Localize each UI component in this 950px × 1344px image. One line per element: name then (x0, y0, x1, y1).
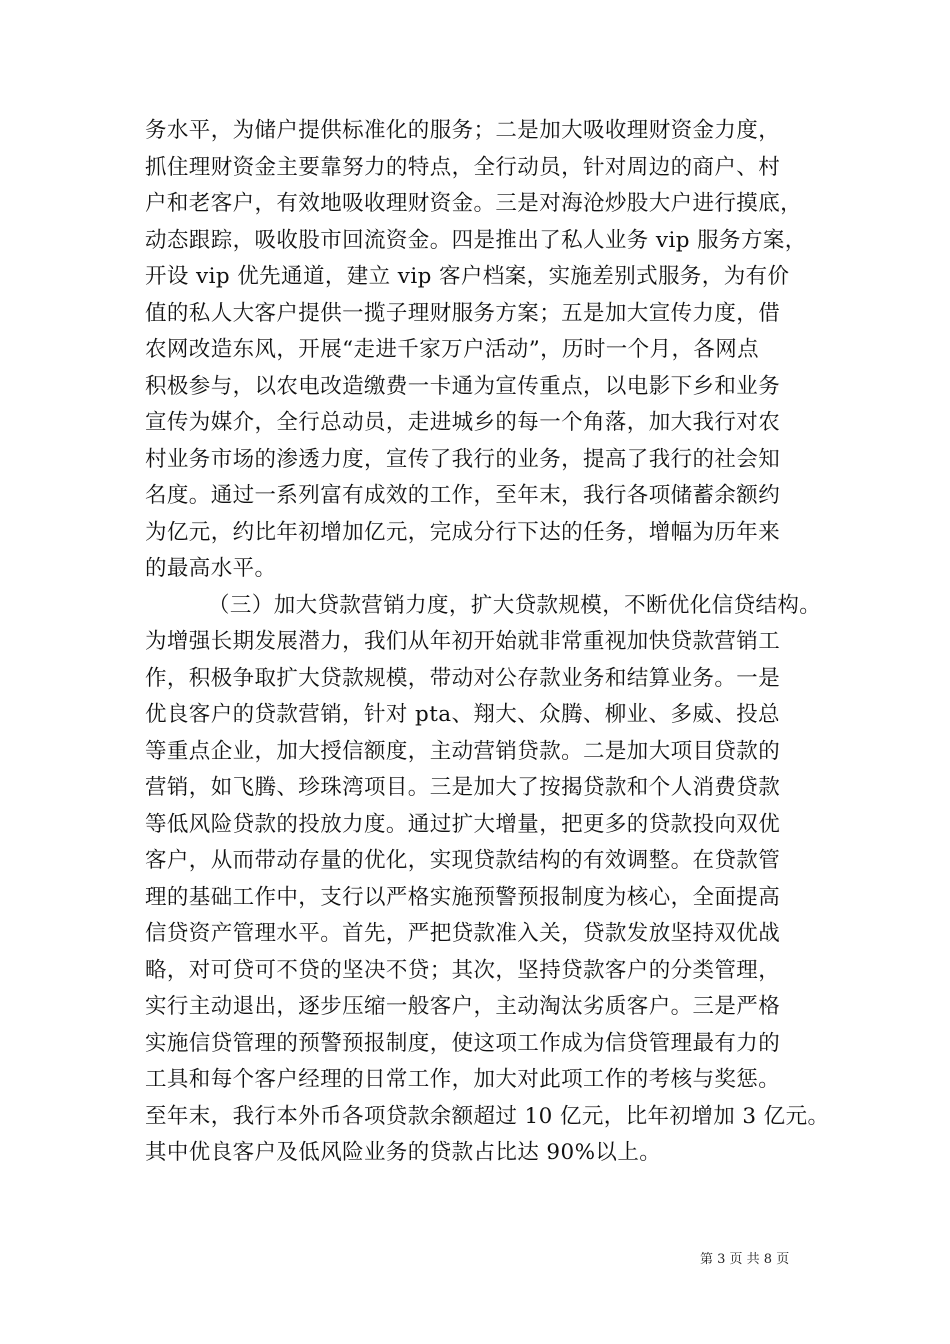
body-line: 工具和每个客户经理的日常工作，加大对此项工作的考核与奖惩。 (145, 1067, 781, 1092)
body-line: 客户，从而带动存量的优化，实现贷款结构的有效调整。在贷款管 (145, 848, 781, 873)
body-line: 理的基础工作中，支行以严格实施预警预报制度为核心，全面提高 (145, 884, 781, 910)
body-line: 等低风险贷款的投放力度。通过扩大增量，把更多的贷款投向双优 (145, 811, 781, 837)
body-line: 积极参与，以农电改造缴费一卡通为宣传重点，以电影下乡和业务 (145, 373, 781, 399)
body-line: 等重点企业，加大授信额度，主动营销贷款。二是加大项目贷款的 (145, 738, 781, 764)
body-line: 至年末，我行本外币各项贷款余额超过 10 亿元，比年初增加 3 亿元。 (145, 1103, 830, 1129)
body-line: 抓住理财资金主要靠努力的特点，全行动员，针对周边的商户、村 (145, 154, 781, 180)
body-line: 其中优良客户及低风险业务的贷款占比达 90%以上。 (145, 1140, 662, 1165)
body-line: 宣传为媒介，全行总动员，走进城乡的每一个角落，加大我行对农 (145, 410, 781, 435)
body-line: 营销，如飞腾、珍珠湾项目。三是加大了按揭贷款和个人消费贷款 (145, 775, 781, 800)
body-line: 信贷资产管理水平。首先，严把贷款准入关，贷款发放坚持双优战 (145, 921, 781, 946)
body-line: 略，对可贷可不贷的坚决不贷；其次，坚持贷款客户的分类管理， (145, 957, 781, 983)
body-line: 开设 vip 优先通道，建立 vip 客户档案，实施差别式服务，为有价 (145, 264, 790, 289)
body-line: 村业务市场的渗透力度，宣传了我行的业务，提高了我行的社会知 (145, 446, 781, 472)
body-line: 动态跟踪，吸收股市回流资金。四是推出了私人业务 vip 服务方案， (145, 227, 807, 253)
document-body (145, 113, 830, 1172)
body-line: 作，积极争取扩大贷款规模，带动对公存款业务和结算业务。一是 (145, 665, 781, 691)
body-line: 为增强长期发展潜力，我们从年初开始就非常重视加快贷款营销工 (145, 629, 781, 654)
body-line: 实行主动退出，逐步压缩一般客户，主动淘汰劣质客户。三是严格 (145, 994, 781, 1019)
body-line: 的最高水平。 (145, 556, 277, 581)
body-line: 务水平，为储户提供标准化的服务；二是加大吸收理财资金力度， (145, 118, 781, 143)
page-number: 第 3 页 共 8 页 (700, 1252, 790, 1267)
section-heading-line: （三）加大贷款营销力度，扩大贷款规模，不断优化信贷结构。 (208, 592, 822, 618)
body-line: 实施信贷管理的预警预报制度，使这项工作成为信贷管理最有力的 (145, 1030, 781, 1056)
body-line: 名度。通过一系列富有成效的工作，至年末，我行各项储蓄余额约 (145, 483, 781, 508)
body-line: 值的私人大客户提供一揽子理财服务方案；五是加大宣传力度，借 (145, 300, 781, 326)
body-line: 优良客户的贷款营销，针对 pta、翔大、众腾、柳业、多威、投总 (145, 702, 780, 727)
body-line: 农网改造东风，开展“走进千家万户活动”，历时一个月，各网点 (145, 337, 760, 362)
body-line: 为亿元，约比年初增加亿元，完成分行下达的任务，增幅为历年来 (145, 519, 781, 545)
body-line: 户和老客户，有效地吸收理财资金。三是对海沧炒股大户进行摸底， (145, 191, 803, 216)
